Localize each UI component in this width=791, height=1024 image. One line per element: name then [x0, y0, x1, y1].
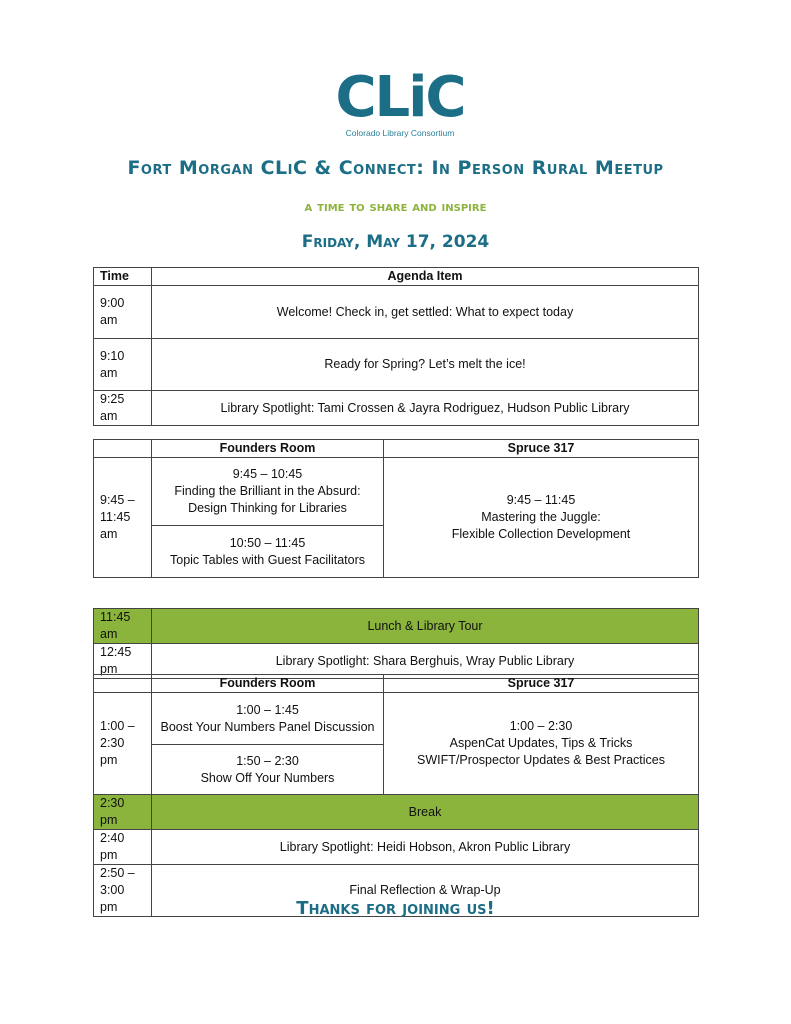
session-time: 9:45 – 10:45	[232, 467, 303, 481]
header-founders-room: Founders Room	[152, 675, 384, 693]
row-item: Final Reflection & Wrap-Up	[152, 865, 699, 917]
header-blank	[94, 440, 152, 458]
header-time: Time	[94, 268, 152, 286]
row-time: 9:10 am	[94, 339, 152, 391]
spruce-session	[384, 458, 699, 578]
session-time: 9:45 – 11:45	[506, 493, 576, 507]
row-item: Library Spotlight: Shara Berghuis, Wray Public Library	[152, 644, 699, 679]
session-title: Topic Tables with Guest Facilitators	[170, 552, 365, 567]
spruce-session	[384, 693, 699, 795]
midday-table	[93, 608, 699, 679]
row-item: Break	[152, 795, 699, 830]
session-time: 1:00 – 2:30	[509, 719, 573, 733]
row-time: 2:50 – 3:00 pm	[94, 865, 152, 917]
session-title: Show Off Your Numbers	[200, 770, 335, 785]
row-time: 9:00 am	[94, 286, 152, 339]
table-row	[94, 693, 699, 745]
session-title-line2: SWIFT/Prospector Updates & Best Practices	[417, 753, 665, 767]
founders-session	[152, 693, 384, 745]
row-time: 2:40 pm	[94, 830, 152, 865]
logo-subtitle: Colorado Library Consortium	[345, 128, 455, 138]
table-row	[94, 830, 699, 865]
table-header-row	[94, 675, 699, 693]
session-time: 1:00 – 2:30 pm	[94, 693, 152, 795]
table-row	[94, 286, 699, 339]
row-time: 9:25 am	[94, 391, 152, 426]
session-title: Boost Your Numbers Panel Discussion	[160, 719, 375, 734]
row-item: Ready for Spring? Let’s melt the ice!	[152, 339, 699, 391]
founders-session	[152, 526, 384, 578]
session-title-line2: Flexible Collection Development	[451, 527, 631, 541]
table-header-row	[94, 440, 699, 458]
header-spruce-317: Spruce 317	[384, 675, 699, 693]
page-title: Fort Morgan CLiC & Connect: In Person Rural Meetup	[127, 157, 664, 179]
table-header-row	[94, 268, 699, 286]
row-item: Welcome! Check in, get settled: What to expect today	[152, 286, 699, 339]
table-row	[94, 391, 699, 426]
event-date: Friday, May 17, 2024	[301, 232, 490, 252]
header-agenda-item: Agenda Item	[152, 268, 699, 286]
header-spruce-317: Spruce 317	[384, 440, 699, 458]
clic-logo	[330, 65, 470, 138]
table-row	[94, 339, 699, 391]
header-founders-room: Founders Room	[152, 440, 384, 458]
row-item: Library Spotlight: Tami Crossen & Jayra Rodriguez, Hudson Public Library	[152, 391, 699, 426]
logo-mark: CLiC	[335, 65, 465, 130]
row-time: 2:30 pm	[94, 795, 152, 830]
header-blank	[94, 675, 152, 693]
morning-sessions-table	[93, 439, 699, 578]
session-time: 10:50 – 11:45	[229, 535, 306, 550]
session-title: AspenCat Updates, Tips & Tricks	[449, 736, 633, 750]
session-time: 1:00 – 1:45	[236, 702, 299, 717]
row-time: 11:45 am	[94, 609, 152, 644]
row-item: Lunch & Library Tour	[152, 609, 699, 644]
table-row	[94, 458, 699, 526]
table-row-highlight	[94, 795, 699, 830]
session-title: Finding the Brilliant in the Absurd: Design Thinking for Libraries	[174, 484, 361, 515]
row-time: 12:45 pm	[94, 644, 152, 679]
afternoon-sessions-table	[93, 674, 699, 917]
session-time: 1:50 – 2:30	[236, 753, 299, 768]
agenda-table	[93, 267, 699, 426]
founders-session	[152, 458, 384, 526]
page-subtitle: a time to share and inspire	[304, 199, 487, 215]
closing-message: Thanks for joining us!	[296, 898, 495, 919]
founders-session	[152, 745, 384, 795]
session-title: Mastering the Juggle:	[481, 510, 601, 524]
row-item: Library Spotlight: Heidi Hobson, Akron Public Library	[152, 830, 699, 865]
session-time: 9:45 – 11:45 am	[94, 458, 152, 578]
table-row-highlight	[94, 609, 699, 644]
